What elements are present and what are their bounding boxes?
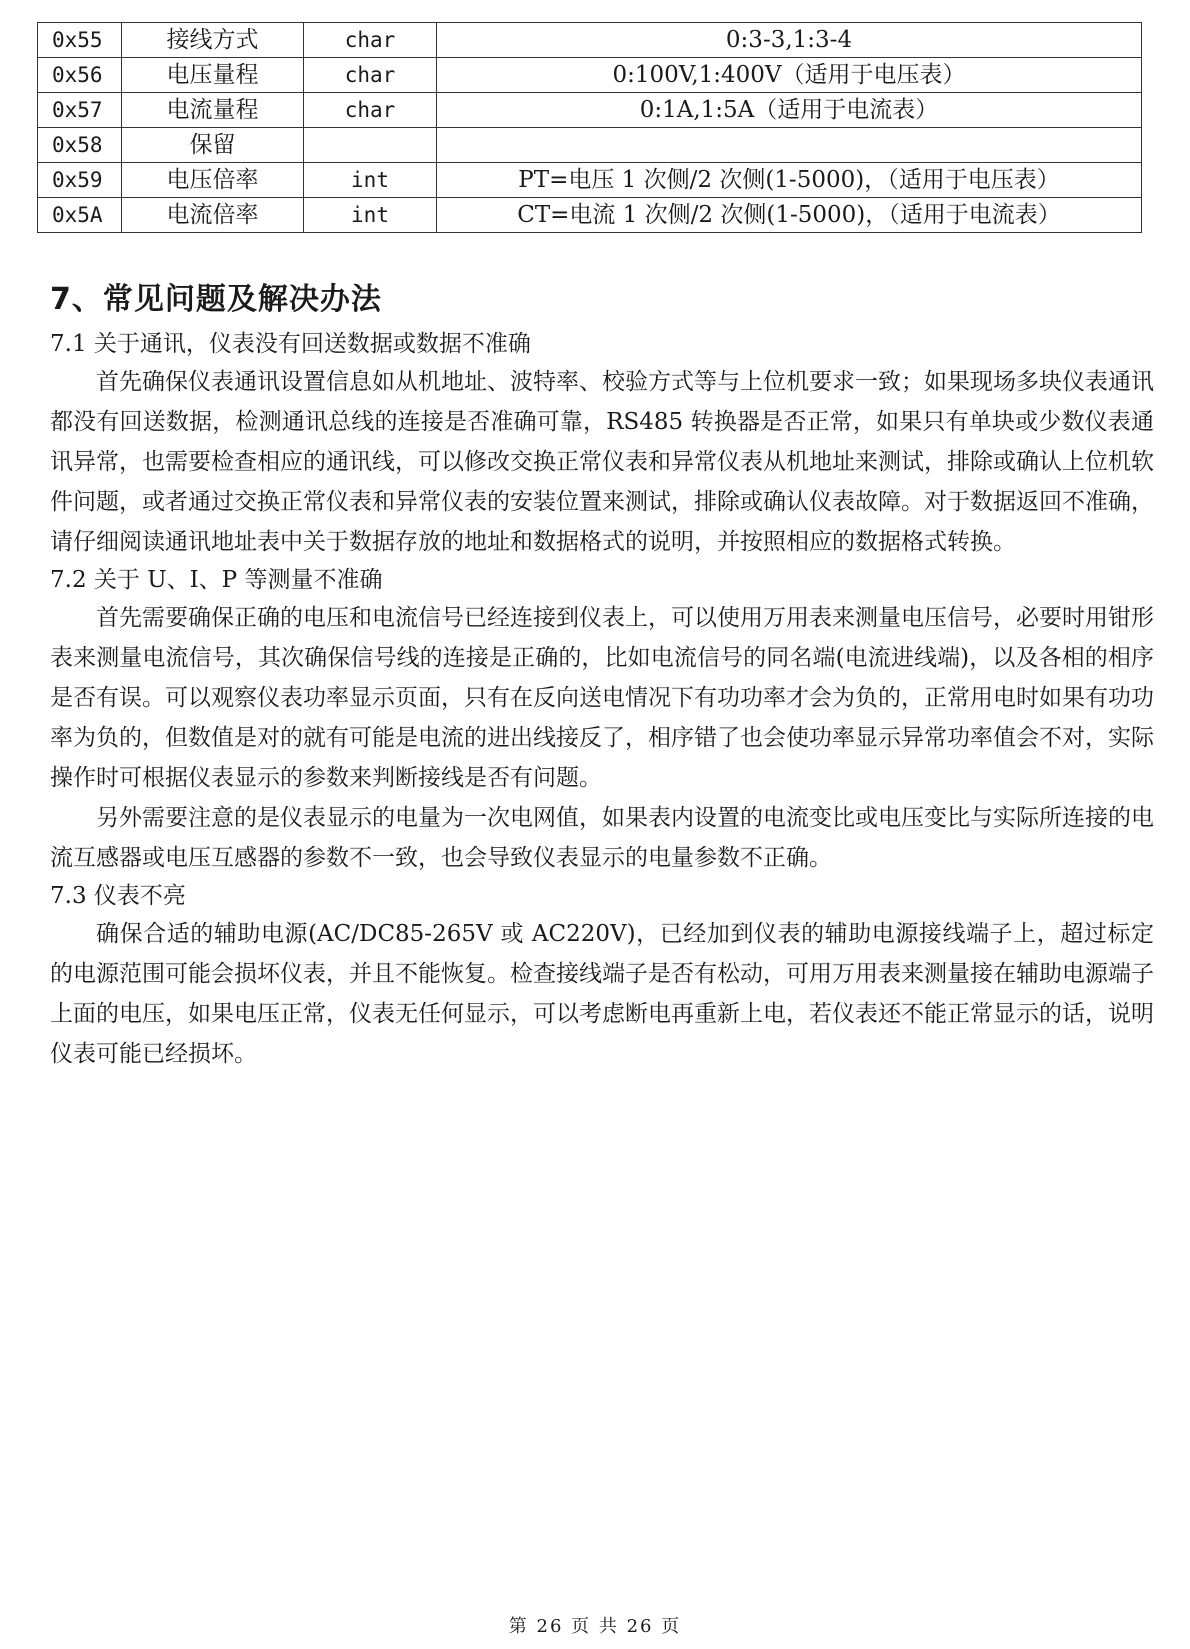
paragraph: 首先确保仪表通讯设置信息如从机地址、波特率、校验方式等与上位机要求一致；如果现场多块仪表通讯都没有回送数据，检测通讯总线的连接是否准确可靠，RS485 转换器是否正常，如果只有单块或少数仪表通讯异常，也需要检查相应的通讯线，可以修改交换正常仪表和异常仪表从机地址来测试，排除或确认上位机软件问题，或者通过交换正常仪表和异常仪表的安装位置来测试，排除或确认仪表故障。对于数据返回不准确，请仔细阅读通讯地址表中关于数据存放的地址和数据格式的说明，并按照相应的数据格式转换。	[50, 369, 1154, 555]
register-name: 保留	[122, 128, 304, 163]
table-row	[38, 198, 1142, 233]
register-name: 接线方式	[122, 23, 304, 58]
table-row	[38, 58, 1142, 93]
register-type	[304, 128, 437, 163]
register-address: 0x56	[38, 58, 122, 93]
register-description	[437, 128, 1142, 163]
paragraph: 确保合适的辅助电源(AC/DC85-265V 或 AC220V)，已经加到仪表的辅助电源接线端子上，超过标定的电源范围可能会损坏仪表，并且不能恢复。检查接线端子是否有松动，可用万用表来测量接在辅助电源端子上面的电压，如果电压正常，仪表无任何显示，可以考虑断电再重新上电，若仪表还不能正常显示的话，说明仪表可能已经损坏。	[50, 921, 1154, 1067]
register-table	[37, 22, 1142, 233]
register-type: char	[304, 58, 437, 93]
register-description: PT=电压 1 次侧/2 次侧(1-5000)，（适用于电压表）	[437, 163, 1142, 198]
register-name: 电压量程	[122, 58, 304, 93]
paragraph: 另外需要注意的是仪表显示的电量为一次电网值，如果表内设置的电流变比或电压变比与实际所连接的电流互感器或电压互感器的参数不一致，也会导致仪表显示的电量参数不正确。	[50, 805, 1154, 871]
register-name: 电流倍率	[122, 198, 304, 233]
table-row	[38, 93, 1142, 128]
register-name: 电压倍率	[122, 163, 304, 198]
register-address: 0x59	[38, 163, 122, 198]
register-description: 0:100V,1:400V（适用于电压表）	[437, 58, 1142, 93]
register-address: 0x57	[38, 93, 122, 128]
paragraph: 首先需要确保正确的电压和电流信号已经连接到仪表上，可以使用万用表来测量电压信号，必要时用钳形表来测量电流信号，其次确保信号线的连接是正确的，比如电流信号的同名端(电流进线端)，以及各相的相序是否有误。可以观察仪表功率显示页面，只有在反向送电情况下有功功率才会为负的，正常用电时如果有功功率为负的，但数值是对的就有可能是电流的进出线接反了，相序错了也会使功率显示异常功率值会不对，实际操作时可根据仪表显示的参数来判断接线是否有问题。	[50, 605, 1154, 791]
register-address: 0x5A	[38, 198, 122, 233]
register-type: char	[304, 93, 437, 128]
subsection-heading-7-2: 7.2 关于 U、I、P 等测量不准确	[50, 567, 383, 593]
register-description: CT=电流 1 次侧/2 次侧(1-5000)，（适用于电流表）	[437, 198, 1142, 233]
table-row	[38, 128, 1142, 163]
table-row	[38, 163, 1142, 198]
register-type: int	[304, 163, 437, 198]
faq-section	[50, 280, 1154, 1074]
register-address: 0x55	[38, 23, 122, 58]
subsection-heading-7-3: 7.3 仪表不亮	[50, 883, 186, 909]
subsection-heading-7-1: 7.1 关于通讯，仪表没有回送数据或数据不准确	[50, 331, 531, 357]
table-row	[38, 23, 1142, 58]
register-name: 电流量程	[122, 93, 304, 128]
page-number-footer: 第 26 页 共 26 页	[508, 1616, 682, 1637]
register-description: 0:1A,1:5A（适用于电流表）	[437, 93, 1142, 128]
register-description: 0:3-3,1:3-4	[437, 23, 1142, 58]
register-type: int	[304, 198, 437, 233]
register-type: char	[304, 23, 437, 58]
section-heading: 7、常见问题及解决办法	[50, 282, 382, 317]
register-address: 0x58	[38, 128, 122, 163]
